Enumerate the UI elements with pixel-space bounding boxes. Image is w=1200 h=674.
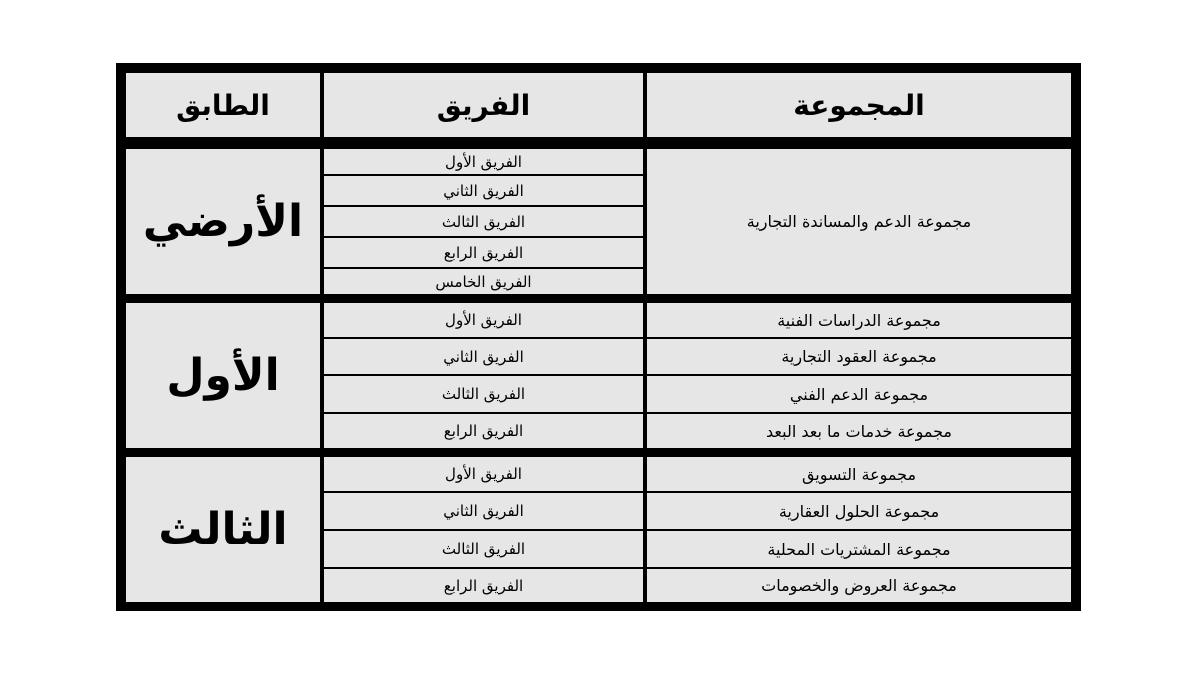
group-cell: مجموعة العروض والخصومات bbox=[647, 569, 1071, 602]
floor-third: الثالث bbox=[126, 457, 320, 602]
group-cell: مجموعة خدمات ما بعد البعد bbox=[647, 414, 1071, 448]
floor-ground: الأرضي bbox=[126, 149, 320, 294]
team-cell: الفريق الرابع bbox=[324, 414, 643, 448]
group-cell: مجموعة الدراسات الفنية bbox=[647, 303, 1071, 337]
team-cell: الفريق الثاني bbox=[324, 339, 643, 374]
team-cell: الفريق الثالث bbox=[324, 376, 643, 412]
team-cell: الفريق الرابع bbox=[324, 569, 643, 602]
team-cell: الفريق الثالث bbox=[324, 207, 643, 236]
team-cell: الفريق الثاني bbox=[324, 176, 643, 205]
floor-first: الأول bbox=[126, 303, 320, 448]
assignment-table bbox=[116, 63, 1081, 611]
team-cell: الفريق الأول bbox=[324, 149, 643, 174]
header-team: الفريق bbox=[324, 73, 643, 137]
header-group: المجموعة bbox=[647, 73, 1071, 137]
group-cell: مجموعة الحلول العقارية bbox=[647, 493, 1071, 529]
group-cell: مجموعة العقود التجارية bbox=[647, 339, 1071, 374]
group-cell: مجموعة الدعم والمساندة التجارية bbox=[647, 149, 1071, 294]
team-cell: الفريق الرابع bbox=[324, 238, 643, 267]
team-cell: الفريق الثالث bbox=[324, 531, 643, 567]
team-cell: الفريق الأول bbox=[324, 457, 643, 491]
team-cell: الفريق الثاني bbox=[324, 493, 643, 529]
group-cell: مجموعة الدعم الفني bbox=[647, 376, 1071, 412]
team-cell: الفريق الأول bbox=[324, 303, 643, 337]
header-floor: الطابق bbox=[126, 73, 320, 137]
group-cell: مجموعة المشتريات المحلية bbox=[647, 531, 1071, 567]
team-cell: الفريق الخامس bbox=[324, 269, 643, 294]
group-cell: مجموعة التسويق bbox=[647, 457, 1071, 491]
